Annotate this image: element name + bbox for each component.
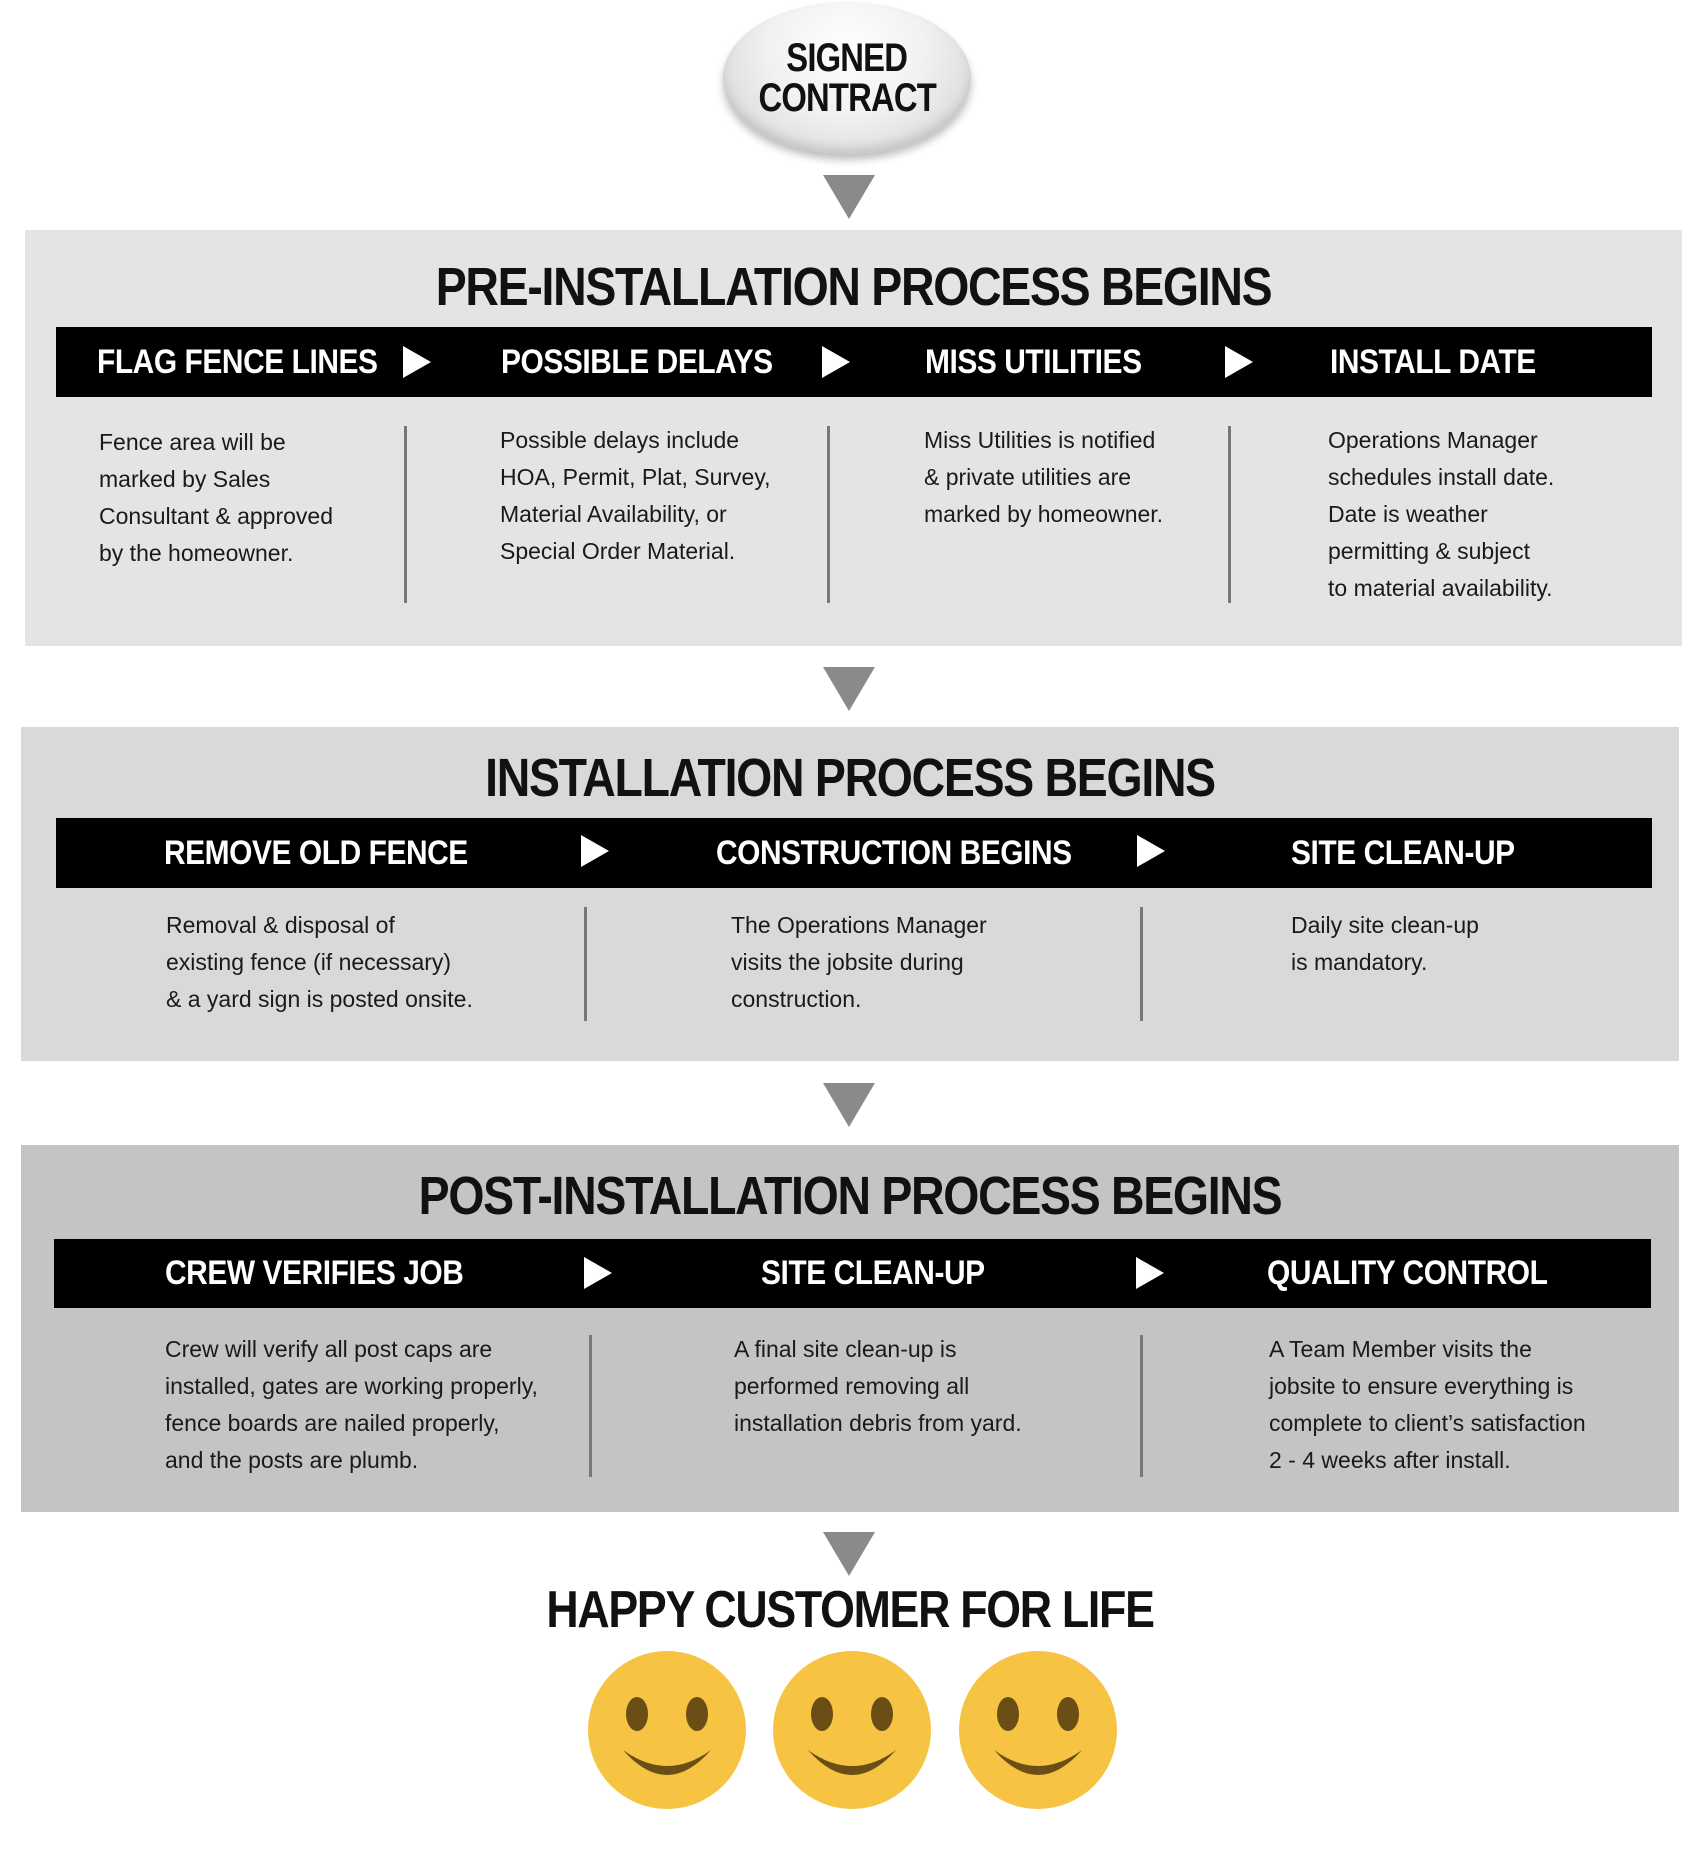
down-arrow-icon — [823, 1083, 875, 1127]
step-description: Possible delays include HOA, Permit, Plat, Survey, Material Availability, or Special Order Material. — [500, 427, 771, 564]
start-line-1: SIGNED — [786, 36, 908, 80]
step-label-flag-fence-lines: FLAG FENCE LINES — [97, 342, 378, 381]
divider — [827, 426, 830, 603]
stage-title: POST-INSTALLATION PROCESS BEGINS — [418, 1166, 1282, 1226]
play-arrow-icon — [1137, 835, 1165, 867]
pre-installation-panel — [25, 230, 1682, 646]
step-label-install-date: INSTALL DATE — [1330, 342, 1536, 381]
post-installation-panel — [21, 1145, 1679, 1512]
divider — [404, 426, 407, 603]
step-description: Operations Manager schedules install date. Date is weather permitting & subject to material availability. — [1328, 427, 1555, 601]
smiley-face-icon — [958, 1650, 1118, 1810]
divider — [1140, 1335, 1143, 1477]
step-description: A Team Member visits the jobsite to ensure everything is complete to client’s satisfaction 2 - 4 weeks after install. — [1269, 1336, 1586, 1473]
installation-panel — [21, 727, 1679, 1061]
steps-bar — [56, 327, 1652, 397]
down-arrow-icon — [823, 667, 875, 711]
step-description: Fence area will be marked by Sales Consultant & approved by the homeowner. — [99, 429, 333, 566]
step-label-crew-verifies-job: CREW VERIFIES JOB — [165, 1254, 464, 1292]
step-description: Daily site clean-up is mandatory. — [1291, 912, 1479, 975]
play-arrow-icon — [584, 1257, 612, 1289]
step-label-miss-utilities: MISS UTILITIES — [925, 342, 1142, 381]
divider — [589, 1335, 592, 1477]
step-description: Miss Utilities is notified & private utilities are marked by homeowner. — [924, 427, 1164, 527]
steps-bar — [56, 818, 1652, 888]
signed-contract-start-node — [723, 2, 971, 154]
step-description: Crew will verify all post caps are installed, gates are working properly, fence boards are nailed properly, and the posts are plumb. — [165, 1336, 538, 1473]
step-label-quality-control: QUALITY CONTROL — [1267, 1254, 1548, 1292]
divider — [584, 907, 587, 1021]
divider — [1228, 426, 1231, 603]
step-label-possible-delays: POSSIBLE DELAYS — [501, 342, 773, 381]
step-label-site-clean-up: SITE CLEAN-UP — [1291, 833, 1515, 872]
step-label-remove-old-fence: REMOVE OLD FENCE — [164, 833, 468, 872]
smiley-face-icon — [772, 1650, 932, 1810]
play-arrow-icon — [822, 346, 850, 378]
steps-bar — [54, 1239, 1651, 1308]
step-description: The Operations Manager visits the jobsite during construction. — [731, 912, 987, 1012]
play-arrow-icon — [1225, 346, 1253, 378]
stage-title: PRE-INSTALLATION PROCESS BEGINS — [435, 257, 1272, 317]
down-arrow-icon — [823, 1532, 875, 1576]
divider — [1140, 907, 1143, 1021]
smiley-face-icon — [587, 1650, 747, 1810]
step-label-site-clean-up: SITE CLEAN-UP — [761, 1254, 985, 1292]
start-line-2: CONTRACT — [758, 76, 936, 120]
play-arrow-icon — [1136, 1257, 1164, 1289]
down-arrow-icon — [823, 175, 875, 219]
step-label-construction-begins: CONSTRUCTION BEGINS — [716, 833, 1072, 872]
stage-title: INSTALLATION PROCESS BEGINS — [485, 748, 1215, 808]
play-arrow-icon — [581, 835, 609, 867]
step-description: A final site clean-up is performed removing all installation debris from yard. — [734, 1336, 1022, 1436]
end-title: HAPPY CUSTOMER FOR LIFE — [546, 1581, 1154, 1639]
play-arrow-icon — [403, 346, 431, 378]
step-description: Removal & disposal of existing fence (if necessary) & a yard sign is posted onsite. — [166, 912, 473, 1012]
